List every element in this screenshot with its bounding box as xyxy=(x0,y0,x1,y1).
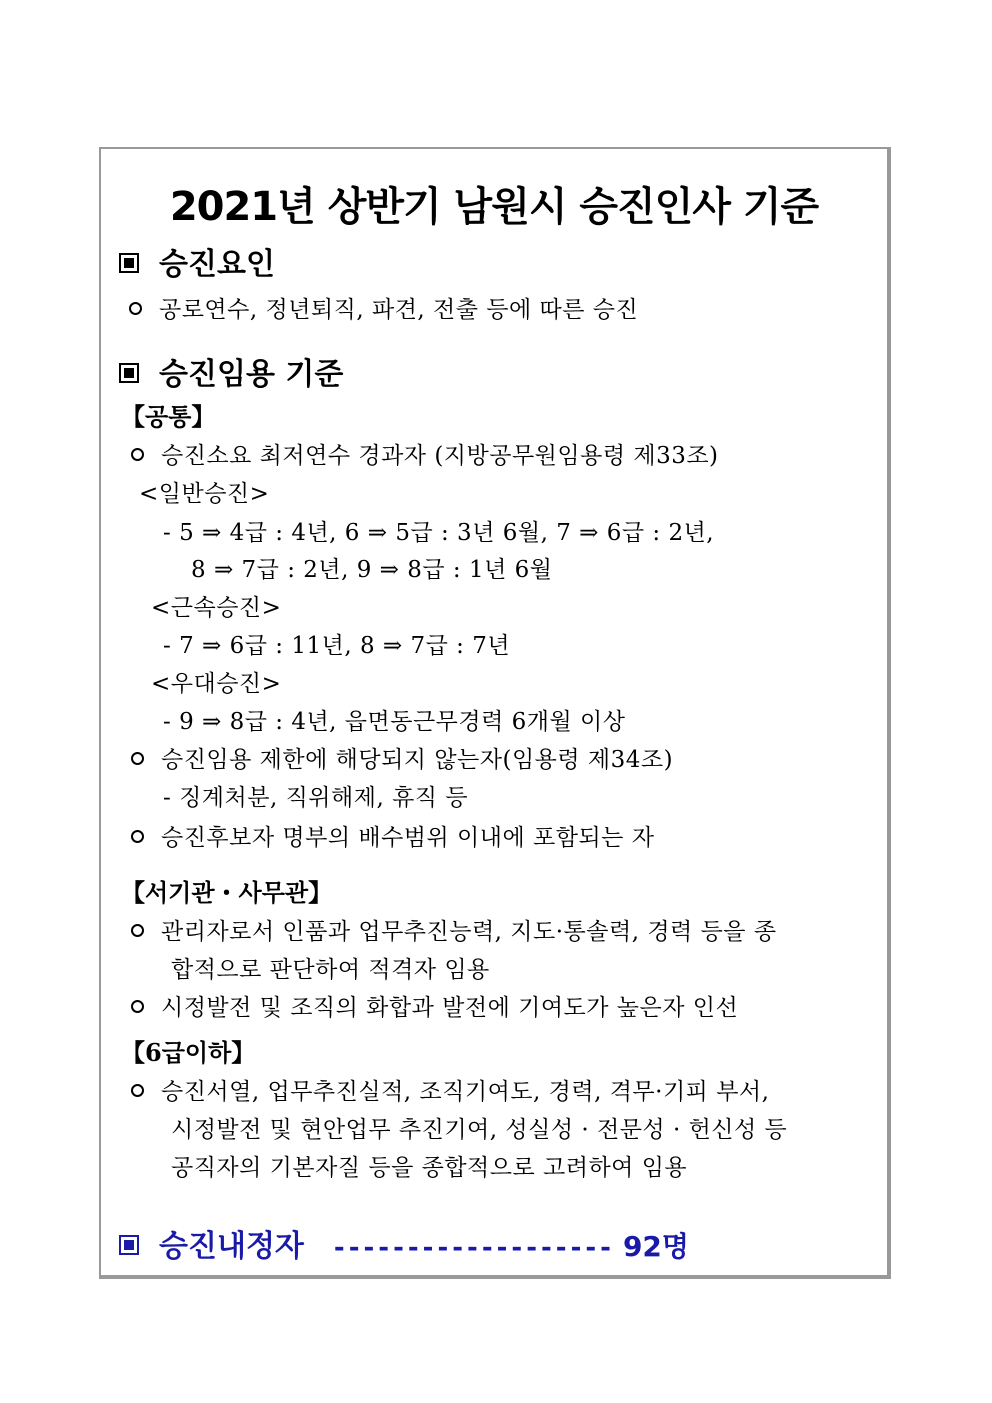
nominee-count: 92명 xyxy=(622,1230,689,1263)
general-promotion-line-2: 8 ⇒ 7급 : 2년, 9 ⇒ 8급 : 1년 6월 xyxy=(191,557,553,583)
filled-square-icon xyxy=(119,363,139,383)
list-item-text: 승진서열, 업무추진실적, 조직기여도, 경력, 격무·기피 부서, xyxy=(161,1079,770,1105)
circle-bullet-icon xyxy=(131,1084,144,1097)
tenure-promotion-line: - 7 ⇒ 6급 : 11년, 8 ⇒ 7급 : 7년 xyxy=(163,633,511,659)
list-item-text: 관리자로서 인품과 업무추진능력, 지도·통솔력, 경력 등을 종 xyxy=(161,919,777,945)
circle-bullet-icon xyxy=(131,924,144,937)
list-item-sub: - 징계처분, 직위해제, 휴직 등 xyxy=(163,785,469,811)
section-heading-text: 승진요인 xyxy=(159,247,275,282)
list-item xyxy=(131,989,738,1022)
subsection-label-grade6: 【6급이하】 xyxy=(121,1038,256,1067)
preferential-promotion-label: <우대승진> xyxy=(151,671,282,697)
list-item xyxy=(131,913,777,946)
document-frame xyxy=(99,147,891,1279)
circle-bullet-icon xyxy=(131,448,144,461)
list-item xyxy=(131,741,673,774)
subsection-label-common: 【공통】 xyxy=(121,402,216,431)
section-heading-promotion-factors xyxy=(119,239,275,283)
preferential-promotion-line: - 9 ⇒ 8급 : 4년, 읍면동근무경력 6개월 이상 xyxy=(163,709,626,735)
section-heading-text: 승진임용 기준 xyxy=(159,357,344,392)
list-item xyxy=(129,291,638,324)
tenure-promotion-label: <근속승진> xyxy=(151,595,282,621)
circle-bullet-icon xyxy=(131,830,144,843)
general-promotion-line-1: - 5 ⇒ 4급 : 4년, 6 ⇒ 5급 : 3년 6월, 7 ⇒ 6급 : 2년, xyxy=(163,520,715,546)
section-heading-nominees xyxy=(119,1221,689,1265)
list-item-continuation: 합적으로 판단하여 적격자 임용 xyxy=(171,957,490,983)
filled-square-icon xyxy=(119,253,139,273)
section-heading-text: 승진내정자 xyxy=(159,1229,304,1264)
general-promotion-label: <일반승진> xyxy=(139,481,270,507)
circle-bullet-icon xyxy=(131,1000,144,1013)
list-item-text: 승진임용 제한에 해당되지 않는자(임용령 제34조) xyxy=(161,747,674,773)
page-title: 2021년 상반기 남원시 승진인사 기준 xyxy=(169,184,819,230)
dash-leader: ------------------- xyxy=(333,1233,615,1263)
list-item-text: 승진후보자 명부의 배수범위 이내에 포함되는 자 xyxy=(161,825,655,851)
list-item xyxy=(131,1073,769,1106)
list-item xyxy=(131,437,719,470)
section-heading-promotion-criteria xyxy=(119,349,343,393)
subsection-label-senior: 【서기관・사무관】 xyxy=(121,878,333,907)
list-item-continuation: 시정발전 및 현안업무 추진기여, 성실성 · 전문성 · 헌신성 등 xyxy=(171,1117,788,1143)
circle-bullet-icon xyxy=(131,752,144,765)
list-item-text: 시정발전 및 조직의 화합과 발전에 기여도가 높은자 인선 xyxy=(161,995,739,1021)
circle-bullet-icon xyxy=(129,302,142,315)
filled-square-icon xyxy=(119,1235,139,1255)
list-item-continuation: 공직자의 기본자질 등을 종합적으로 고려하여 임용 xyxy=(171,1155,688,1181)
list-item xyxy=(131,819,654,852)
list-item-text: 승진소요 최저연수 경과자 (지방공무원임용령 제33조) xyxy=(161,443,719,469)
list-item-text: 공로연수, 정년퇴직, 파견, 전출 등에 따른 승진 xyxy=(159,297,639,323)
